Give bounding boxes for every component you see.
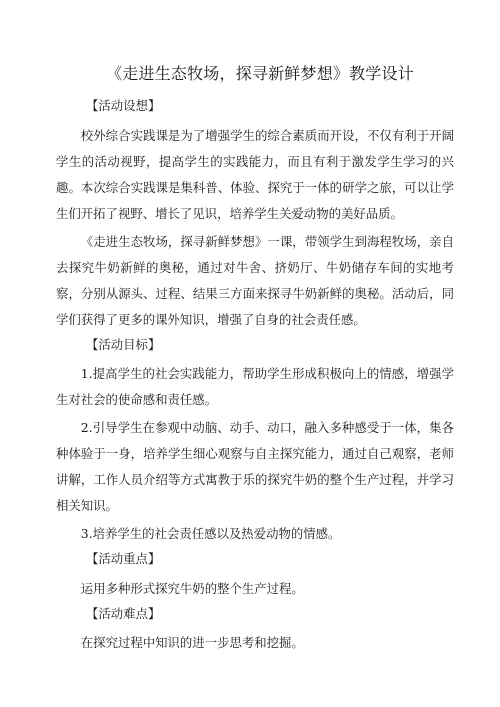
paragraph: 校外综合实践课是为了增强学生的综合素质而开设，不仅有利于开阔学生的活动视野，提高学生的实践能力，而且有利于激发学生学习的兴趣。本次综合实践课是集科普、体验、探究于一体的研学之旅，可以让学生们开拓了视野、增长了见识，培养学生关爱动物的美好品质。 xyxy=(56,127,454,221)
paragraph: 3.培养学生的社会责任感以及热爱动物的情感。 xyxy=(80,526,341,541)
section-activity-goals xyxy=(56,333,454,548)
section-heading: 【活动重点】 xyxy=(86,551,161,566)
paragraph: 《走进生态牧场，探寻新鲜梦想》一课，带领学生到海程牧场，亲自去探究牛奶新鲜的奥秘，通过对牛舍、挤奶厅、牛奶储存车间的实地考察，分别从源头、过程、结果三方面来探寻牛奶新鲜的奥秘。活动后，同学们获得了更多的课外知识，增强了自身的社会责任感。 xyxy=(56,233,454,327)
paragraph: 2.引导学生在参观中动脑、动手、动口，融入多种感受于一体，集各种体验于一身，培养学生细心观察与自主探究能力，通过自己观察，老师讲解，工作人员介绍等方式寓教于乐的探究牛奶的整个生产过程，并学习相关知识。 xyxy=(56,420,454,513)
section-activity-concept xyxy=(56,94,454,333)
section-key-points xyxy=(56,547,454,602)
document-title: 《走进生态牧场，探寻新鲜梦想》教学设计 xyxy=(106,64,414,83)
section-heading: 【活动设想】 xyxy=(86,98,161,113)
section-difficulties xyxy=(56,602,454,657)
section-heading: 【活动难点】 xyxy=(86,605,161,621)
paragraph: 在探究过程中知识的进一步思考和挖掘。 xyxy=(80,635,304,650)
document-body xyxy=(56,94,454,656)
paragraph: 运用多种形式探究牛奶的整个生产过程。 xyxy=(80,580,304,596)
paragraph: 1.提高学生的社会实践能力，帮助学生形成积极向上的情感，增强学生对社会的使命感和责任感。 xyxy=(56,366,454,407)
section-heading: 【活动目标】 xyxy=(86,336,161,352)
